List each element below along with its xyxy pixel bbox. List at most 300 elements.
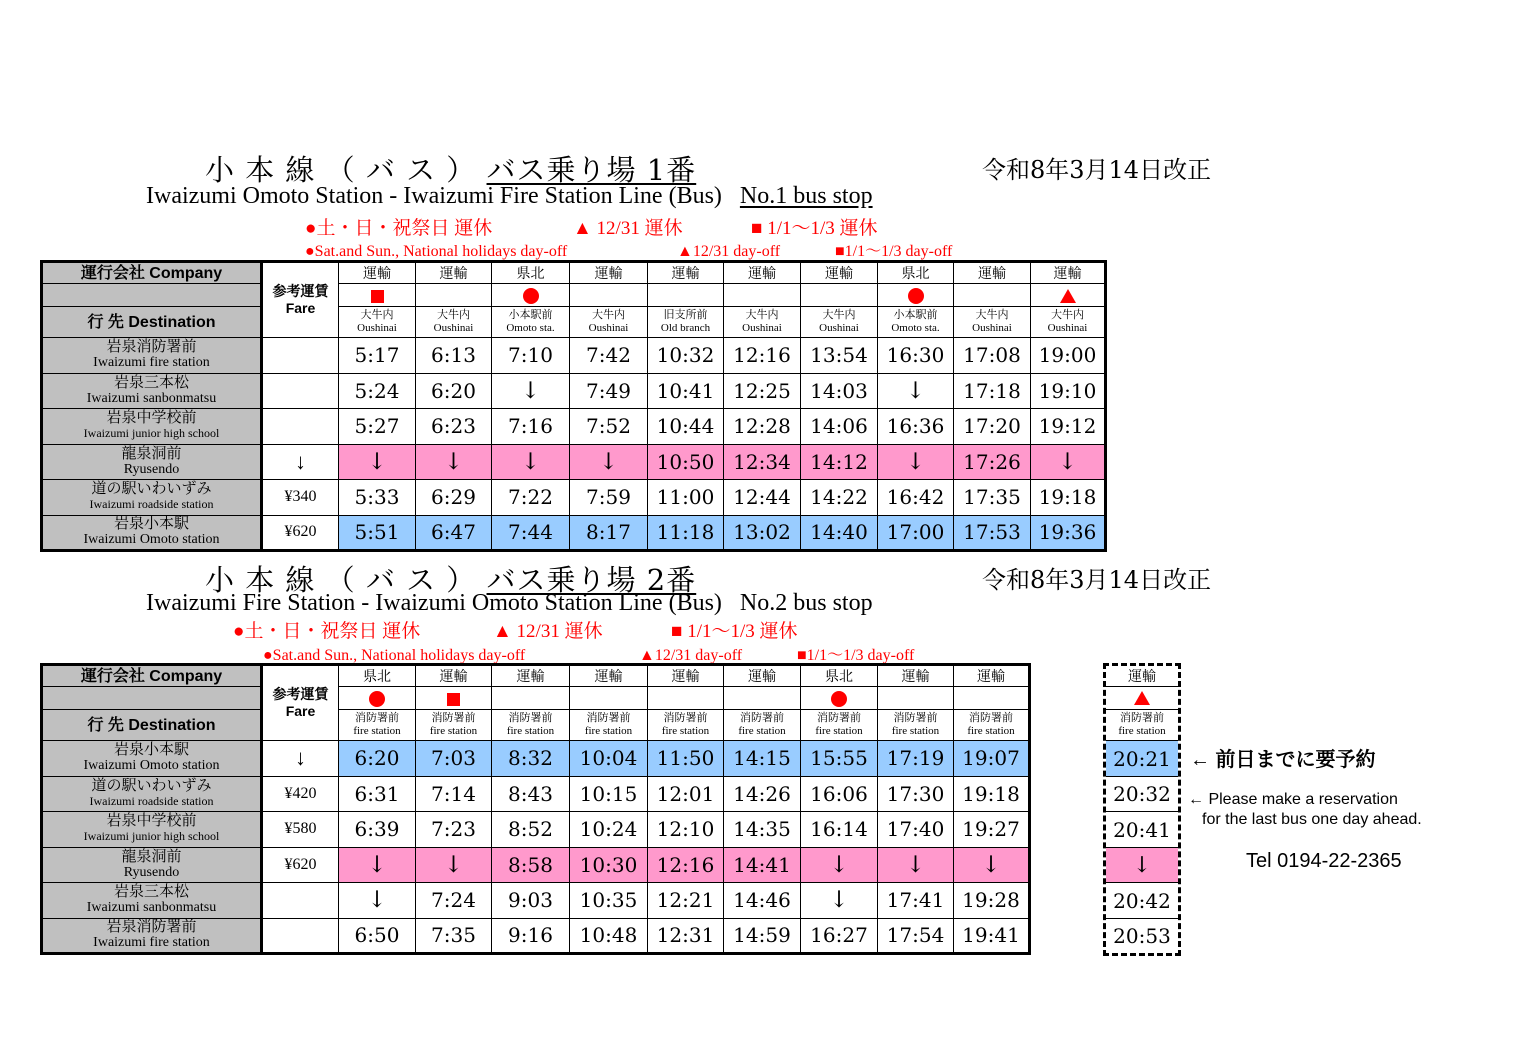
destination-label: 行 先 Destination [42,710,262,741]
time-cell: 12:34 [724,444,801,480]
time-cell: 19:28 [954,883,1030,919]
fare-cell: ¥340 [262,480,339,516]
section2-line-name: 小 本 線 （ バ ス ） [205,563,477,597]
company-label: 運行会社 Company [42,665,262,687]
time-cell: 5:17 [339,338,416,374]
stop-row [42,812,1030,848]
last-bus-column [1103,663,1181,956]
stop-name-jp: 龍泉洞前 [121,445,182,462]
time-cell: ↓ [416,444,492,480]
section1-route-en: Iwaizumi Omoto Station - Iwaizumi Fire Station Line (Bus) [146,183,722,209]
fare-cell [262,338,339,374]
time-cell: ↓ [878,373,954,409]
time-cell: 7:03 [416,741,492,777]
mark-cell [878,687,954,710]
company-cell: 県北 [878,262,954,284]
time-cell: 14:12 [801,444,878,480]
time-cell: 6:23 [416,409,492,445]
time-cell: 17:18 [954,373,1031,409]
mark-cell [416,284,492,307]
time-cell: 9:16 [492,918,570,954]
company-cell: 県北 [492,262,570,284]
fare-header [262,665,339,741]
time-cell: 14:15 [724,741,801,777]
time-cell: 12:16 [724,338,801,374]
mark-cell [648,687,724,710]
time-cell: 10:04 [570,741,648,777]
time-cell: ↓ [954,847,1030,883]
fare-cell: ¥620 [262,515,339,551]
time-cell: 6:20 [339,741,416,777]
mark-cell [801,284,878,307]
company-cell: 運輸 [878,665,954,687]
time-cell: 14:22 [801,480,878,516]
stop-row [42,480,1106,516]
section1-revision-date: 令和8年3月14日改正 [982,156,1212,184]
fare-cell: ¥620 [262,847,339,883]
timetable-2 [40,663,1031,955]
time-cell: 16:36 [878,409,954,445]
time-cell: 17:26 [954,444,1031,480]
stop-name-cell [42,409,262,445]
time-cell: ↓ [492,373,570,409]
time-cell: 19:18 [1031,480,1106,516]
time-cell: 6:29 [416,480,492,516]
blank-label [42,284,262,307]
time-cell: ↓ [1031,444,1106,480]
dest-jp: 消防署前 [969,712,1013,724]
stop-row [42,515,1106,551]
time-cell: 19:10 [1031,373,1106,409]
stop-name-jp: 岩泉小本駅 [113,742,189,759]
stop-name-cell [42,847,262,883]
stop-row [42,918,1030,954]
time-cell: 19:12 [1031,409,1106,445]
fare-label-jp: 参考運賃 [272,686,329,702]
stop-name-en: Ryusendo [123,461,180,477]
time-cell: 8:17 [570,515,648,551]
stop-name-en: Iwaizumi junior high school [83,829,220,844]
time-cell: 19:27 [954,812,1030,848]
dest-en: Oushinai [742,322,782,334]
dest-jp: 消防署前 [893,712,938,724]
destination-cell [954,710,1030,741]
stop-row [42,373,1106,409]
fare-cell [262,918,339,954]
stop-name-cell [42,918,262,954]
stop-name-jp: 岩泉小本駅 [113,516,189,533]
dest-jp: 小本駅前 [508,309,553,321]
mark-cell [570,687,648,710]
triangle-mark-icon [1134,691,1150,705]
stop-name-jp: 道の駅いわいずみ [91,481,212,498]
legend-dec31-jp: ▲ 12/31 運休 [493,621,603,642]
last-bus-time: 20:42 [1106,883,1178,919]
time-cell: 17:35 [954,480,1031,516]
dest-jp: 大牛内 [975,309,1009,321]
time-cell: 6:13 [416,338,492,374]
time-cell: 7:10 [492,338,570,374]
time-cell: 12:28 [724,409,801,445]
legend-newyear-en: ■1/1～1/3 day-off [835,243,953,260]
mark-cell [878,284,954,307]
reservation-tel: Tel 0194-22-2365 [1246,850,1402,872]
section2-bus-stop-en: No.2 bus stop [739,590,873,616]
time-cell: 7:35 [416,918,492,954]
last-bus-time: 20:32 [1106,777,1178,812]
time-cell: 14:26 [724,776,801,812]
dest-en: Oushinai [819,322,859,334]
time-cell: ↓ [492,444,570,480]
destination-cell [570,710,648,741]
time-cell: 7:49 [570,373,648,409]
time-cell: 7:23 [416,812,492,848]
destination-cell [801,710,878,741]
destination-cell [724,307,801,338]
time-cell: 7:52 [570,409,648,445]
dest-jp: 消防署前 [355,712,399,724]
dest-jp: 大牛内 [745,309,779,321]
stop-row [42,776,1030,812]
company-cell: 運輸 [954,665,1030,687]
stop-row [42,883,1030,919]
stop-name-jp: 龍泉洞前 [121,848,182,865]
reservation-note-en [1188,790,1422,830]
company-label: 運行会社 Company [42,262,262,284]
company-cell: 県北 [801,665,878,687]
time-cell: 16:06 [801,776,878,812]
dest-en: fire station [429,725,478,737]
time-cell: 5:27 [339,409,416,445]
time-cell: ↓ [801,883,878,919]
time-cell: 12:10 [648,812,724,848]
section2-route-en: Iwaizumi Fire Station - Iwaizumi Omoto Station Line (Bus) [146,590,722,616]
fare-label-en: Fare [285,300,316,316]
legend-weekend-en: ●Sat.and Sun., National holidays day-off [263,647,526,664]
time-cell: ↓ [339,883,416,919]
dest-jp: 旧支所前 [663,309,708,321]
time-cell: 5:51 [339,515,416,551]
mark-cell [801,687,878,710]
time-cell: 19:18 [954,776,1030,812]
time-cell: 8:58 [492,847,570,883]
destination-cell [492,307,570,338]
destination-cell [954,307,1031,338]
time-cell: 6:20 [416,373,492,409]
dest-en: fire station [661,725,710,737]
time-cell: 6:47 [416,515,492,551]
time-cell: 17:53 [954,515,1031,551]
time-cell: 17:20 [954,409,1031,445]
company-cell: 運輸 [492,665,570,687]
blank-label [42,687,262,710]
legend-dec31-en: ▲12/31 day-off [677,243,781,260]
section2-legend-jp [233,616,798,643]
time-cell: 12:21 [648,883,724,919]
stop-name-en: Iwaizumi Omoto station [83,758,220,774]
section2-legend-en [263,642,914,665]
last-bus-destination [1106,710,1178,741]
legend-dec31-jp: ▲ 12/31 運休 [573,218,683,239]
stop-row [42,847,1030,883]
company-cell: 運輸 [648,665,724,687]
company-cell: 運輸 [416,262,492,284]
dest-jp: 大牛内 [592,309,625,321]
time-cell: 7:24 [416,883,492,919]
legend-newyear-jp: ■ 1/1～1/3 運休 [751,218,878,239]
legend-weekend-jp: ●土・日・祝祭日 運休 [305,218,493,239]
circle-mark-icon [369,691,385,707]
time-cell: 19:41 [954,918,1030,954]
legend-dec31-en: ▲12/31 day-off [639,647,743,664]
company-cell: 運輸 [339,262,416,284]
stop-name-cell [42,883,262,919]
last-bus-dest-jp: 消防署前 [1120,712,1164,724]
dest-en: fire station [967,725,1015,737]
last-bus-time: 20:53 [1113,924,1171,948]
dest-jp: 消防署前 [508,712,553,724]
stop-name-en: Iwaizumi fire station [93,935,210,951]
fare-cell: ↓ [262,741,339,777]
company-cell: 運輸 [648,262,724,284]
legend-newyear-en: ■1/1～1/3 day-off [797,647,915,664]
time-cell: 7:14 [416,776,492,812]
fare-cell: ¥580 [262,812,339,848]
time-cell: ↓ [339,847,416,883]
destination-cell [878,307,954,338]
time-cell: 11:50 [648,741,724,777]
time-cell: 17:54 [878,918,954,954]
stop-name-jp: 岩泉三本松 [113,884,189,901]
mark-cell [492,284,570,307]
dest-en: fire station [891,725,940,737]
time-cell: 14:59 [724,918,801,954]
destination-cell [339,307,416,338]
stop-name-cell [42,444,262,480]
last-bus-time: ↓ [1106,848,1178,883]
circle-mark-icon [523,288,539,304]
time-cell: 16:27 [801,918,878,954]
last-bus-time: 20:21 [1106,741,1178,777]
stop-name-cell [42,776,262,812]
dest-jp: 消防署前 [663,712,708,724]
time-cell: 10:48 [570,918,648,954]
triangle-mark-icon [1060,289,1076,303]
dest-en: Omoto sta. [891,322,940,334]
destination-cell [492,710,570,741]
time-cell: ↓ [878,444,954,480]
stop-name-en: Iwaizumi junior high school [83,426,220,441]
time-cell: 14:03 [801,373,878,409]
time-cell: 17:00 [878,515,954,551]
dest-en: Oushinai [972,322,1012,334]
time-cell: 15:55 [801,741,878,777]
mark-cell [1031,284,1106,307]
company-cell: 運輸 [724,665,801,687]
destination-cell [339,710,416,741]
section1-bus-stop-en: No.1 bus stop [739,183,873,209]
company-cell: 運輸 [416,665,492,687]
stop-name-en: Ryusendo [123,864,180,880]
time-cell: ↓ [878,847,954,883]
fare-label-jp: 参考運賃 [272,283,329,299]
time-cell: 10:44 [648,409,724,445]
mark-cell [648,284,724,307]
section2-title-en [146,590,873,617]
company-cell: 運輸 [570,665,648,687]
time-cell: 17:30 [878,776,954,812]
time-cell: 8:43 [492,776,570,812]
time-cell: 12:31 [648,918,724,954]
time-cell: 6:50 [339,918,416,954]
stop-row [42,338,1106,374]
destination-cell [801,307,878,338]
time-cell: 7:59 [570,480,648,516]
time-cell: 6:39 [339,812,416,848]
destination-cell [878,710,954,741]
time-cell: 8:52 [492,812,570,848]
time-cell: 10:50 [648,444,724,480]
fare-header [262,262,339,338]
destination-cell [570,307,648,338]
section2-bus-stop-jp: バス乗り場 2番 [486,563,697,597]
stop-name-jp: 道の駅いわいずみ [91,777,212,794]
destination-cell [724,710,801,741]
time-cell: 7:22 [492,480,570,516]
mark-cell [724,284,801,307]
circle-mark-icon [831,691,847,707]
dest-jp: 大牛内 [437,309,470,321]
stop-name-en: Iwaizumi fire station [93,355,210,371]
stop-name-en: Iwaizumi roadside station [89,793,214,808]
dest-en: Omoto sta. [506,322,555,334]
legend-weekend-jp: ●土・日・祝祭日 運休 [233,621,421,642]
company-cell: 運輸 [954,262,1031,284]
stop-row [42,741,1030,777]
time-cell: 10:32 [648,338,724,374]
mark-row [42,687,1030,710]
square-mark-icon [371,290,384,303]
stop-name-jp: 岩泉消防署前 [106,339,197,356]
fare-label-en: Fare [285,703,316,719]
dest-jp: 大牛内 [1051,309,1084,321]
time-cell: ↓ [570,444,648,480]
company-cell: 運輸 [801,262,878,284]
time-cell: 11:00 [648,480,724,516]
reservation-note-en-line1: ← Please make a reservation [1188,791,1398,808]
stop-name-jp: 岩泉三本松 [113,374,189,391]
time-cell: 5:33 [339,480,416,516]
section2-revision-date: 令和8年3月14日改正 [982,566,1212,594]
dest-en: fire station [738,725,786,737]
time-cell: 14:41 [724,847,801,883]
time-cell: 14:46 [724,883,801,919]
stop-name-en: Iwaizumi roadside station [89,497,214,512]
time-cell: 10:41 [648,373,724,409]
time-cell: 16:42 [878,480,954,516]
stop-row [42,409,1106,445]
dest-jp: 消防署前 [740,712,784,724]
company-cell: 運輸 [724,262,801,284]
dest-jp: 消防署前 [431,712,476,724]
time-cell: 10:15 [570,776,648,812]
stop-name-cell [42,812,262,848]
time-cell: 13:54 [801,338,878,374]
circle-mark-icon [908,288,924,304]
company-cell: 運輸 [1031,262,1106,284]
fare-cell [262,409,339,445]
dest-en: fire station [584,725,633,737]
stop-name-jp: 岩泉中学校前 [106,410,197,427]
stop-name-cell [42,338,262,374]
company-cell: 運輸 [570,262,648,284]
dest-en: Old branch [660,322,711,334]
section1-title-en [146,183,873,210]
time-cell: 9:03 [492,883,570,919]
stop-name-cell [42,741,262,777]
section1-line-name: 小 本 線 （ バ ス ） [205,153,477,187]
destination-row [42,307,1106,338]
dest-jp: 消防署前 [586,712,631,724]
dest-en: fire station [506,725,555,737]
time-cell: 16:14 [801,812,878,848]
destination-cell [416,307,492,338]
time-cell: 14:06 [801,409,878,445]
fare-cell: ¥420 [262,776,339,812]
section1-legend-en [305,238,952,261]
last-bus-company: 運輸 [1106,666,1178,687]
destination-cell [416,710,492,741]
dest-jp: 小本駅前 [893,309,938,321]
reservation-note-en-line2: for the last bus one day ahead. [1202,811,1422,828]
destination-label: 行 先 Destination [42,307,262,338]
dest-jp: 大牛内 [360,309,394,321]
section1-bus-stop-jp: バス乗り場 1番 [486,153,697,187]
time-cell: 10:30 [570,847,648,883]
time-cell: 6:31 [339,776,416,812]
time-cell: 19:00 [1031,338,1106,374]
mark-cell [416,687,492,710]
time-cell: 7:16 [492,409,570,445]
time-cell: 7:44 [492,515,570,551]
mark-cell [339,284,416,307]
stop-name-cell [42,515,262,551]
mark-cell [339,687,416,710]
square-mark-icon [447,693,460,706]
time-cell: 19:36 [1031,515,1106,551]
dest-en: Oushinai [357,322,397,334]
company-cell: 県北 [339,665,416,687]
mark-row [42,284,1106,307]
time-cell: ↓ [339,444,416,480]
last-bus-mark [1106,687,1178,710]
time-cell: 19:07 [954,741,1030,777]
timetable-1 [40,260,1107,552]
mark-cell [570,284,648,307]
last-bus-dest-en: fire station [1118,725,1166,737]
mark-cell [954,284,1031,307]
dest-en: fire station [815,725,863,737]
stop-row [42,444,1106,480]
time-cell: 17:19 [878,741,954,777]
dest-jp: 消防署前 [817,712,861,724]
time-cell: 7:42 [570,338,648,374]
stop-name-en: Iwaizumi sanbonmatsu [86,900,217,916]
time-cell: 14:35 [724,812,801,848]
dest-en: Oushinai [433,322,474,334]
stop-name-cell [42,480,262,516]
mark-cell [724,687,801,710]
